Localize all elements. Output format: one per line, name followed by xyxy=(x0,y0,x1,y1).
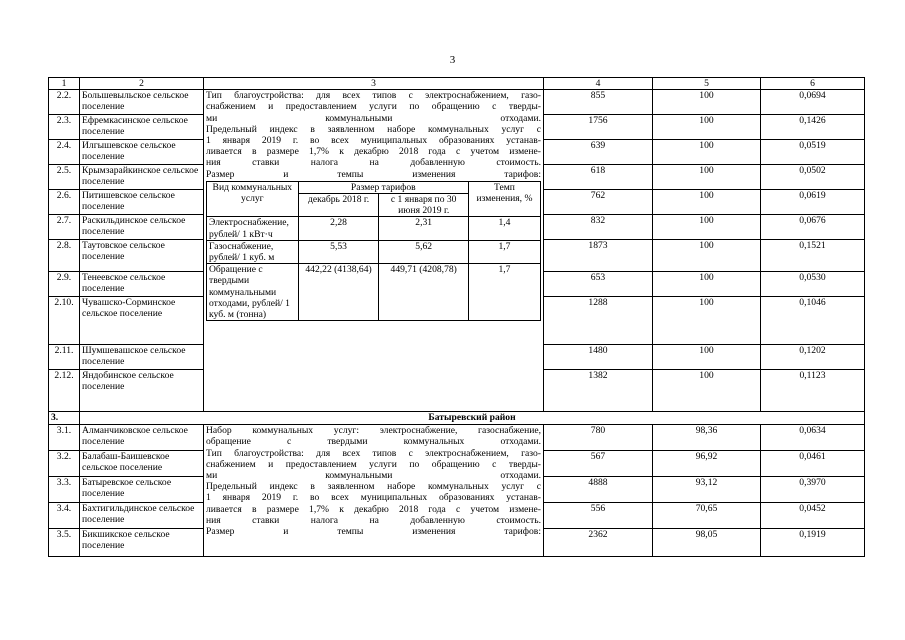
description-line: Размер и темпы изменения тарифов: xyxy=(206,168,541,180)
value-col5: 100 xyxy=(653,345,761,370)
value-col5: 100 xyxy=(653,165,761,190)
settlement-name: Бикшикское сельское поселение xyxy=(80,529,204,557)
value-col4: 1873 xyxy=(544,240,653,272)
value-col4: 639 xyxy=(544,140,653,165)
value-col6: 0,0694 xyxy=(761,90,865,115)
row-number: 3.3. xyxy=(49,477,80,503)
value-col4: 567 xyxy=(544,451,653,477)
value-col5: 100 xyxy=(653,115,761,140)
value-col4: 4888 xyxy=(544,477,653,503)
row-number: 2.11. xyxy=(49,345,80,370)
description-line: ливается в размере 1,7% к декабрю 2018 года с учетом измене- xyxy=(206,503,541,515)
header-cell: 5 xyxy=(653,78,761,90)
row-number: 2.5. xyxy=(49,165,80,190)
table-header-row xyxy=(49,78,865,90)
row-number: 2.7. xyxy=(49,215,80,240)
description-line: обращение с твердыми коммунальных отходами. xyxy=(206,436,541,448)
description-line: снабжением и предоставлением услуги по обращению с тверды- xyxy=(206,101,541,113)
tariff-row xyxy=(207,264,541,321)
tariff-kind: Газоснабжение, рублей/ 1 куб. м xyxy=(207,240,299,263)
tariff-header-size: Размер тарифов xyxy=(298,181,468,193)
value-col5: 100 xyxy=(653,370,761,412)
row-number: 3.2. xyxy=(49,451,80,477)
description-line: Тип благоустройства: для всех типов с электроснабжением, газо- xyxy=(206,447,541,459)
tariff-jan-value: 2,31 xyxy=(379,217,469,240)
value-col5: 100 xyxy=(653,297,761,345)
value-col4: 832 xyxy=(544,215,653,240)
value-col5: 70,65 xyxy=(653,503,761,529)
value-col6: 0,0519 xyxy=(761,140,865,165)
value-col6: 0,1123 xyxy=(761,370,865,412)
settlement-name: Илгышевское сельское поселение xyxy=(80,140,204,165)
value-col5: 93,12 xyxy=(653,477,761,503)
value-col6: 0,0502 xyxy=(761,165,865,190)
description-line: 1 января 2019 г. во всех муниципальных образованиях устанав- xyxy=(206,135,541,147)
tariff-kind: Электроснабжение, рублей/ 1 кВт·ч xyxy=(207,217,299,240)
value-col4: 780 xyxy=(544,425,653,451)
value-col5: 100 xyxy=(653,272,761,297)
value-col4: 653 xyxy=(544,272,653,297)
tariff-temp-value: 1,7 xyxy=(468,264,540,321)
settlement-name: Крымзарайкинское сельское поселение xyxy=(80,165,204,190)
value-col6: 0,0634 xyxy=(761,425,865,451)
value-col4: 855 xyxy=(544,90,653,115)
description-line: снабжением и предоставлением услуги по обращению с тверды- xyxy=(206,458,541,470)
description-line: Набор коммунальных услуг: электроснабжение, газоснабжение, xyxy=(206,425,541,437)
value-col6: 0,0530 xyxy=(761,272,865,297)
settlement-name: Алманчиковское сельское поселение xyxy=(80,425,204,451)
tariff-dec-value: 5,53 xyxy=(298,240,379,263)
value-col5: 98,36 xyxy=(653,425,761,451)
tariff-header-jan: с 1 января по 30 июня 2019 г. xyxy=(379,194,469,217)
settlement-name: Яндобинское сельское поселение xyxy=(80,370,204,412)
value-col4: 1756 xyxy=(544,115,653,140)
description-line: ливается в размере 1,7% к декабрю 2018 года с учетом измене- xyxy=(206,146,541,158)
tariff-dec-value: 442,22 (4138,64) xyxy=(298,264,379,321)
tariff-table xyxy=(48,77,865,557)
row-number: 2.12. xyxy=(49,370,80,412)
description-line: Предельный индекс в заявленном наборе коммунальных услуг с xyxy=(206,123,541,135)
settlement-name: Раскильдинское сельское поселение xyxy=(80,215,204,240)
tariff-header-kind: Вид коммунальных услуг xyxy=(207,181,299,217)
section-number: 3. xyxy=(49,412,80,425)
settlement-name: Шумшевашское сельское поселение xyxy=(80,345,204,370)
tariff-temp-value: 1,4 xyxy=(468,217,540,240)
tariff-row xyxy=(207,240,541,263)
value-col6: 0,1521 xyxy=(761,240,865,272)
value-col6: 0,1426 xyxy=(761,115,865,140)
value-col5: 100 xyxy=(653,190,761,215)
row-number: 2.10. xyxy=(49,297,80,345)
tariff-description xyxy=(204,425,544,557)
header-cell: 3 xyxy=(204,78,544,90)
description-line: 1 января 2019 г. во всех муниципальных образованиях устанав- xyxy=(206,492,541,504)
row-number: 3.1. xyxy=(49,425,80,451)
row-number: 2.2. xyxy=(49,90,80,115)
tariff-row xyxy=(207,217,541,240)
value-col6: 0,1046 xyxy=(761,297,865,345)
settlement-name: Большевыльское сельское поселение xyxy=(80,90,204,115)
settlement-name: Таутовское сельское поселение xyxy=(80,240,204,272)
tariff-subtable xyxy=(206,181,541,321)
value-col6: 0,0619 xyxy=(761,190,865,215)
description-line: ния ставки налога на добавленную стоимость. xyxy=(206,157,541,169)
table-row xyxy=(49,425,865,451)
tariff-header-dec: декабрь 2018 г. xyxy=(298,194,379,217)
row-number: 2.4. xyxy=(49,140,80,165)
value-col5: 96,92 xyxy=(653,451,761,477)
tariff-jan-value: 449,71 (4208,78) xyxy=(379,264,469,321)
header-cell: 4 xyxy=(544,78,653,90)
tariff-kind: Обращение с твердыми коммунальными отходами, рублей/ 1 куб. м (тонна) xyxy=(207,264,299,321)
settlement-name: Питишевское сельское поселение xyxy=(80,190,204,215)
row-number: 2.3. xyxy=(49,115,80,140)
settlement-name: Балабаш-Баишевское сельское поселение xyxy=(80,451,204,477)
value-col5: 100 xyxy=(653,240,761,272)
value-col4: 618 xyxy=(544,165,653,190)
value-col6: 0,0461 xyxy=(761,451,865,477)
section-title: Батыревский район xyxy=(80,412,865,425)
value-col6: 0,1202 xyxy=(761,345,865,370)
value-col5: 100 xyxy=(653,140,761,165)
tariff-temp-value: 1,7 xyxy=(468,240,540,263)
value-col6: 0,0452 xyxy=(761,503,865,529)
value-col6: 0,0676 xyxy=(761,215,865,240)
table-row xyxy=(49,90,865,115)
value-col5: 98,05 xyxy=(653,529,761,557)
description-line: Предельный индекс в заявленном наборе коммунальных услуг с xyxy=(206,481,541,493)
description-line: Размер и темпы изменения тарифов: xyxy=(206,526,541,538)
value-col6: 0,1919 xyxy=(761,529,865,557)
settlement-name: Батыревское сельское поселение xyxy=(80,477,204,503)
header-cell: 1 xyxy=(49,78,80,90)
description-line: Тип благоустройства: для всех типов с электроснабжением, газо- xyxy=(206,90,541,102)
settlement-name: Чувашско-Сорминское сельское поселение xyxy=(80,297,204,345)
value-col4: 1382 xyxy=(544,370,653,412)
row-number: 2.6. xyxy=(49,190,80,215)
tariff-header-temp: Темп изменения, % xyxy=(468,181,540,217)
row-number: 2.8. xyxy=(49,240,80,272)
value-col5: 100 xyxy=(653,90,761,115)
value-col6: 0,3970 xyxy=(761,477,865,503)
settlement-name: Тенеевское сельское поселение xyxy=(80,272,204,297)
description-line: ми коммунальными отходами. xyxy=(206,112,541,124)
value-col4: 2362 xyxy=(544,529,653,557)
value-col4: 762 xyxy=(544,190,653,215)
tariff-dec-value: 2,28 xyxy=(298,217,379,240)
value-col4: 1480 xyxy=(544,345,653,370)
value-col4: 556 xyxy=(544,503,653,529)
page-number: 3 xyxy=(449,54,456,66)
tariff-description xyxy=(204,90,544,412)
value-col5: 100 xyxy=(653,215,761,240)
value-col4: 1288 xyxy=(544,297,653,345)
header-cell: 6 xyxy=(761,78,865,90)
row-number: 3.5. xyxy=(49,529,80,557)
row-number: 3.4. xyxy=(49,503,80,529)
section-row xyxy=(49,412,865,425)
header-cell: 2 xyxy=(80,78,204,90)
row-number: 2.9. xyxy=(49,272,80,297)
description-line: ми коммунальными отходами. xyxy=(206,470,541,482)
tariff-jan-value: 5,62 xyxy=(379,240,469,263)
settlement-name: Ефремкасинское сельское поселение xyxy=(80,115,204,140)
description-line: ния ставки налога на добавленную стоимость. xyxy=(206,514,541,526)
settlement-name: Бахтигильдинское сельское поселение xyxy=(80,503,204,529)
